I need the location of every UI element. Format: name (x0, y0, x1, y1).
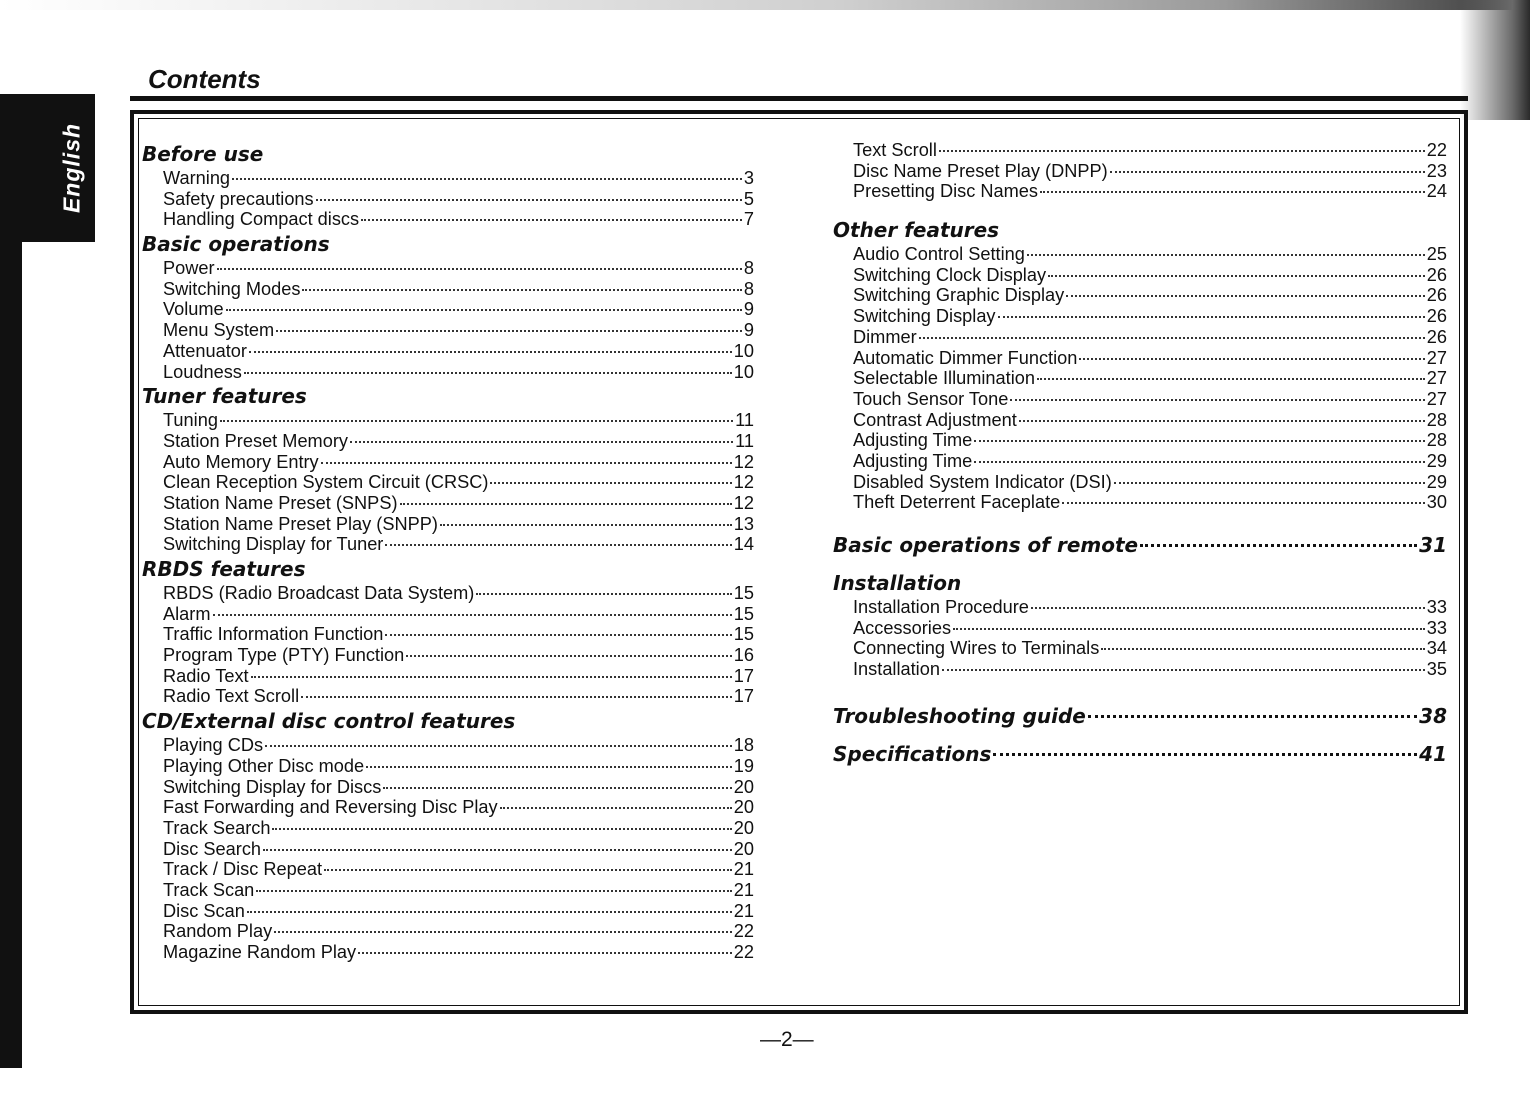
entry-label: Adjusting Time (853, 430, 973, 451)
dot-leader (256, 890, 731, 892)
toc-entry[interactable] (142, 431, 754, 452)
dot-leader (358, 952, 732, 954)
section-installation (833, 569, 1447, 680)
toc-entry[interactable] (833, 265, 1447, 286)
entry-page: 28 (1426, 430, 1447, 451)
entry-label: Clean Reception System Circuit (CRSC) (163, 472, 489, 493)
entry-page: 21 (733, 859, 754, 880)
dot-leader (490, 482, 731, 484)
toc-entry[interactable] (833, 181, 1447, 202)
dot-leader (1040, 191, 1425, 193)
toc-entry[interactable] (833, 618, 1447, 639)
dot-leader (1101, 648, 1424, 650)
dot-leader (265, 745, 732, 747)
entry-label: Automatic Dimmer Function (853, 347, 1078, 368)
entry-label: Selectable Illumination (853, 368, 1035, 389)
dot-leader (217, 268, 742, 270)
dot-leader (1010, 399, 1424, 401)
entry-page: 20 (733, 817, 754, 838)
toc-entry[interactable] (142, 299, 754, 320)
section-heading: Tuner features (142, 384, 307, 409)
dot-leader (400, 503, 732, 505)
entry-label: Station Name Preset Play (SNPP) (163, 513, 438, 534)
entry-page: 30 (1426, 492, 1447, 513)
toc-entry[interactable] (833, 368, 1447, 389)
section-rbds-features (142, 555, 754, 707)
entry-label: Alarm (163, 603, 211, 624)
section-other-features (833, 216, 1447, 513)
entry-page: 20 (733, 776, 754, 797)
entry-page: 15 (733, 624, 754, 645)
entry-label: Power (163, 258, 215, 279)
entry-page: 12 (733, 492, 754, 513)
toc-entry[interactable] (833, 597, 1447, 618)
entry-label: Basic operations of remote (833, 533, 1139, 557)
scan-edge-top (0, 0, 1530, 10)
entry-label: Switching Graphic Display (853, 285, 1065, 306)
dot-leader (1031, 607, 1425, 609)
toc-entry[interactable] (142, 168, 754, 189)
entry-page: 7 (743, 209, 754, 230)
dot-leader (1037, 378, 1425, 380)
entry-page: 9 (743, 320, 754, 341)
entry-label: Switching Modes (163, 278, 301, 299)
entry-label: Text Scroll (853, 140, 937, 160)
dot-leader (324, 869, 732, 871)
entry-page: 21 (733, 900, 754, 921)
entry-label: Disabled System Indicator (DSI) (853, 471, 1112, 492)
entry-page: 11 (735, 410, 754, 431)
dot-leader (1079, 358, 1424, 360)
dot-leader (316, 199, 742, 201)
entry-page: 14 (733, 534, 754, 555)
toc-entry[interactable] (833, 244, 1447, 265)
toc-entry[interactable] (833, 306, 1447, 327)
toc-entry[interactable] (142, 410, 754, 431)
dot-leader (385, 634, 731, 636)
toc-major-entry-basic-remote[interactable] (833, 531, 1447, 559)
entry-label: Radio Text Scroll (163, 686, 300, 707)
entry-page: 18 (733, 735, 754, 756)
entry-page: 38 (1419, 703, 1447, 728)
dot-leader (1110, 171, 1425, 173)
toc-entry[interactable] (833, 140, 1447, 161)
entry-label: Contrast Adjustment (853, 409, 1017, 430)
section-basic-operations (142, 230, 754, 382)
toc-entry[interactable] (833, 348, 1447, 369)
entry-label: Station Preset Memory (163, 430, 348, 451)
section-heading: Installation (833, 571, 962, 595)
dot-leader (998, 316, 1425, 318)
entry-page: 27 (1426, 388, 1447, 409)
entry-page: 27 (1426, 347, 1447, 368)
section-before-use (142, 140, 754, 230)
toc-entry[interactable] (142, 452, 754, 473)
entry-label: Installation Procedure (853, 597, 1029, 617)
dot-leader (383, 787, 731, 789)
entry-label: Audio Control Setting (853, 244, 1025, 265)
dot-leader (1048, 275, 1425, 277)
section-heading: Other features (833, 218, 1000, 243)
toc-entry[interactable] (142, 839, 754, 860)
entry-label: Troubleshooting guide (833, 703, 1086, 728)
entry-label: Auto Memory Entry (163, 451, 319, 472)
dot-leader (476, 593, 731, 595)
entry-page: 13 (733, 513, 754, 534)
toc-entry[interactable] (833, 492, 1447, 513)
toc-entry[interactable] (833, 430, 1447, 451)
entry-label: Switching Display for Tuner (163, 534, 384, 555)
entry-page: 9 (743, 299, 754, 320)
toc-entry[interactable] (142, 645, 754, 666)
entry-page: 26 (1426, 285, 1447, 306)
entry-label: Dimmer (853, 326, 917, 347)
entry-label: Disc Name Preset Play (DNPP) (853, 160, 1108, 181)
dot-leader (993, 753, 1417, 756)
entry-label: Disc Search (163, 838, 262, 859)
left-binding-strip (0, 242, 22, 1068)
entry-page: 22 (1426, 140, 1447, 160)
dot-leader (1088, 715, 1417, 718)
entry-page: 8 (743, 278, 754, 299)
language-tab-label: English (58, 122, 85, 214)
dot-leader (361, 219, 742, 221)
dot-leader (939, 150, 1425, 152)
toc-entry[interactable] (142, 320, 754, 341)
toc-major-entry-specifications[interactable] (833, 740, 1447, 768)
dot-leader (226, 309, 742, 311)
entry-page: 21 (733, 879, 754, 900)
entry-page: 26 (1426, 326, 1447, 347)
dot-leader (1140, 544, 1417, 547)
toc-entry[interactable] (142, 921, 754, 942)
toc-entry[interactable] (142, 797, 754, 818)
dot-leader (232, 178, 742, 180)
page-number: —2— (760, 1028, 814, 1051)
entry-label: Attenuator (163, 340, 247, 361)
toc-entry[interactable] (142, 514, 754, 535)
entry-label: Tuning (163, 410, 218, 431)
entry-page: 20 (733, 838, 754, 859)
entry-page: 41 (1419, 741, 1447, 766)
entry-page: 34 (1426, 638, 1447, 659)
toc-entry[interactable] (142, 901, 754, 922)
section-cd-external-disc (142, 707, 754, 963)
entry-page: 29 (1426, 450, 1447, 471)
entry-page: 22 (733, 942, 754, 962)
entry-page: 17 (733, 686, 754, 707)
entry-page: 25 (1426, 244, 1447, 265)
dot-leader (247, 911, 732, 913)
dot-leader (220, 420, 733, 422)
dot-leader (251, 676, 732, 678)
entry-label: Playing CDs (163, 735, 264, 756)
entry-page: 3 (743, 168, 754, 188)
toc-entry[interactable] (833, 285, 1447, 306)
entry-label: Warning (163, 168, 231, 188)
dot-leader (244, 372, 732, 374)
toc-entry[interactable] (833, 410, 1447, 431)
dot-leader (272, 828, 731, 830)
entry-page: 33 (1426, 617, 1447, 638)
entry-page: 8 (743, 258, 754, 279)
toc-entry[interactable] (142, 341, 754, 362)
entry-label: Track / Disc Repeat (163, 859, 323, 880)
toc-entry[interactable] (142, 534, 754, 555)
entry-label: Disc Scan (163, 900, 245, 921)
entry-label: Handling Compact discs (163, 209, 360, 230)
dot-leader (953, 628, 1425, 630)
entry-label: Menu System (163, 320, 275, 341)
entry-page: 10 (733, 361, 754, 382)
toc-entry[interactable] (142, 818, 754, 839)
section-heading: RBDS features (142, 557, 306, 581)
dot-leader (321, 462, 732, 464)
entry-page: 17 (733, 665, 754, 686)
entry-page: 26 (1426, 264, 1447, 285)
entry-label: Switching Display for Discs (163, 776, 382, 797)
entry-page: 27 (1426, 368, 1447, 389)
dot-leader (500, 807, 732, 809)
toc-entry[interactable] (142, 666, 754, 687)
toc-entry[interactable] (142, 686, 754, 707)
toc-entry[interactable] (142, 209, 754, 230)
page-title: Contents (148, 64, 261, 94)
dot-leader (213, 614, 732, 616)
entry-page: 12 (733, 451, 754, 472)
dot-leader (1114, 482, 1425, 484)
entry-label: Specifications (833, 741, 992, 766)
toc-entry[interactable] (142, 604, 754, 625)
entry-label: RBDS (Radio Broadcast Data System) (163, 583, 475, 603)
dot-leader (440, 524, 732, 526)
entry-page: 10 (733, 340, 754, 361)
entry-label: Magazine Random Play (163, 942, 357, 962)
dot-leader (974, 461, 1424, 463)
entry-page: 5 (743, 188, 754, 209)
entry-label: Track Search (163, 817, 271, 838)
entry-page: 16 (733, 645, 754, 666)
entry-page: 15 (733, 583, 754, 603)
toc-entry[interactable] (833, 327, 1447, 348)
section-continued-entries (833, 140, 1447, 202)
entry-label: Volume (163, 299, 224, 320)
toc-entry[interactable] (142, 880, 754, 901)
entry-label: Switching Display (853, 306, 996, 327)
entry-label: Traffic Information Function (163, 624, 384, 645)
entry-page: 20 (733, 797, 754, 818)
entry-page: 26 (1426, 306, 1447, 327)
toc-entry[interactable] (142, 583, 754, 604)
dot-leader (385, 544, 731, 546)
entry-label: Loudness (163, 361, 242, 382)
toc-entry[interactable] (833, 659, 1447, 680)
dot-leader (942, 669, 1425, 671)
scan-edge-right (1460, 0, 1530, 120)
dot-leader (1019, 420, 1425, 422)
dot-leader (276, 330, 742, 332)
dot-leader (1027, 254, 1425, 256)
dot-leader (366, 766, 732, 768)
toc-entry[interactable] (142, 624, 754, 645)
entry-label: Playing Other Disc mode (163, 755, 365, 776)
toc-entry[interactable] (833, 161, 1447, 182)
dot-leader (263, 849, 732, 851)
entry-label: Safety precautions (163, 188, 314, 209)
toc-entry[interactable] (142, 279, 754, 300)
entry-label: Switching Clock Display (853, 264, 1047, 285)
toc-right-column (833, 140, 1447, 768)
entry-page: 12 (733, 472, 754, 493)
entry-page: 15 (733, 603, 754, 624)
entry-page: 19 (733, 755, 754, 776)
entry-label: Program Type (PTY) Function (163, 645, 405, 666)
toc-entry[interactable] (142, 493, 754, 514)
dot-leader (249, 351, 732, 353)
dot-leader (1066, 295, 1425, 297)
entry-label: Track Scan (163, 879, 255, 900)
entry-label: Touch Sensor Tone (853, 388, 1009, 409)
dot-leader (350, 441, 733, 443)
toc-entry[interactable] (142, 258, 754, 279)
entry-label: Radio Text (163, 665, 249, 686)
dot-leader (919, 337, 1425, 339)
entry-label: Adjusting Time (853, 450, 973, 471)
title-rule (130, 96, 1468, 101)
entry-label: Connecting Wires to Terminals (853, 638, 1100, 659)
entry-page: 35 (1426, 659, 1447, 680)
section-tuner-features (142, 382, 754, 555)
entry-label: Random Play (163, 921, 273, 942)
toc-entry[interactable] (142, 942, 754, 963)
entry-label: Fast Forwarding and Reversing Disc Play (163, 797, 498, 818)
dot-leader (301, 696, 732, 698)
toc-entry[interactable] (142, 362, 754, 383)
toc-left-column (142, 140, 754, 963)
toc-entry[interactable] (142, 777, 754, 798)
entry-page: 22 (733, 921, 754, 942)
entry-page: 29 (1426, 471, 1447, 492)
toc-entry[interactable] (833, 638, 1447, 659)
toc-entry[interactable] (142, 189, 754, 210)
entry-page: 33 (1426, 597, 1447, 617)
toc-entry[interactable] (142, 735, 754, 756)
dot-leader (274, 931, 732, 933)
entry-page: 31 (1419, 533, 1447, 557)
section-heading: Basic operations (142, 232, 330, 257)
toc-entry[interactable] (833, 389, 1447, 410)
toc-entry[interactable] (142, 859, 754, 880)
entry-page: 23 (1426, 160, 1447, 181)
entry-page: 28 (1426, 409, 1447, 430)
toc-entry[interactable] (142, 472, 754, 493)
toc-entry[interactable] (142, 756, 754, 777)
entry-label: Presetting Disc Names (853, 181, 1038, 202)
section-heading: CD/External disc control features (142, 709, 516, 734)
section-heading: Before use (142, 142, 264, 166)
toc-entry[interactable] (833, 451, 1447, 472)
entry-label: Installation (853, 659, 940, 680)
dot-leader (406, 655, 732, 657)
dot-leader (302, 289, 741, 291)
entry-label: Accessories (853, 617, 952, 638)
entry-label: Station Name Preset (SNPS) (163, 492, 398, 513)
entry-page: 24 (1426, 181, 1447, 202)
entry-label: Theft Deterrent Faceplate (853, 492, 1061, 513)
toc-major-entry-troubleshooting[interactable] (833, 702, 1447, 730)
dot-leader (1062, 502, 1425, 504)
entry-page: 11 (735, 430, 754, 451)
toc-entry[interactable] (833, 472, 1447, 493)
dot-leader (974, 440, 1424, 442)
